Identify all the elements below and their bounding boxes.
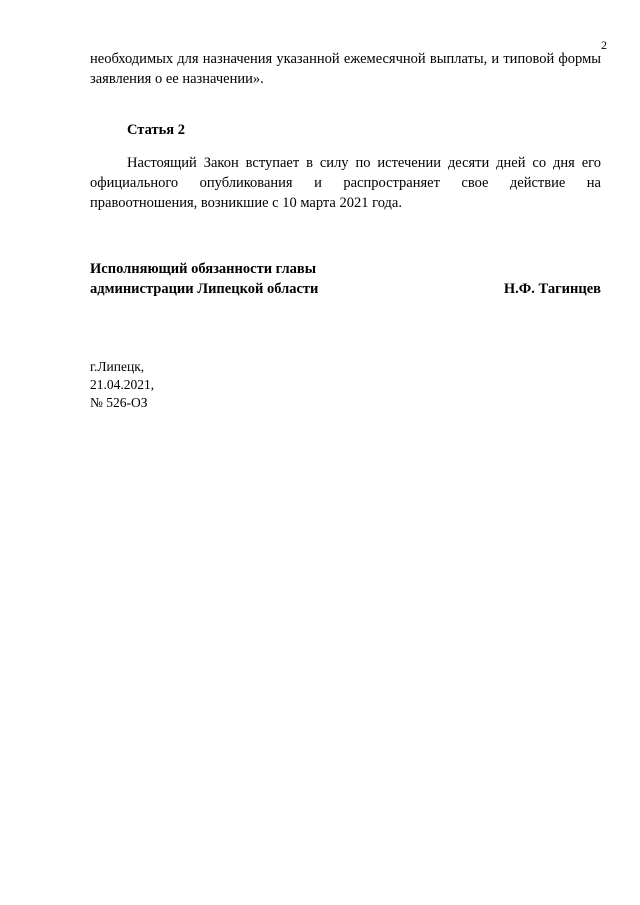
signature-row xyxy=(90,279,601,299)
footer-law-number: № 526-ОЗ xyxy=(90,395,148,410)
document-footer xyxy=(90,358,154,412)
signatory-name: Н.Ф. Тагинцев xyxy=(503,281,601,297)
signatory-position-line2: администрации Липецкой области xyxy=(90,281,319,297)
article-title: Статья 2 xyxy=(127,122,185,138)
article-body: Настоящий Закон вступает в силу по истечении десяти дней со дня его официального опубликования и распространяет свое действие на правоотношения, возникшие с 10 марта 2021 года. xyxy=(90,155,601,211)
footer-date: 21.04.2021, xyxy=(90,377,155,392)
signature-block xyxy=(90,259,601,299)
page-number: 2 xyxy=(601,38,607,52)
footer-city: г.Липецк, xyxy=(90,359,145,374)
signatory-position-line1: Исполняющий обязанности главы xyxy=(90,261,317,277)
continuation-paragraph: необходимых для назначения указанной ежемесячной выплаты, и типовой формы заявления о ее назначении». xyxy=(90,51,601,87)
